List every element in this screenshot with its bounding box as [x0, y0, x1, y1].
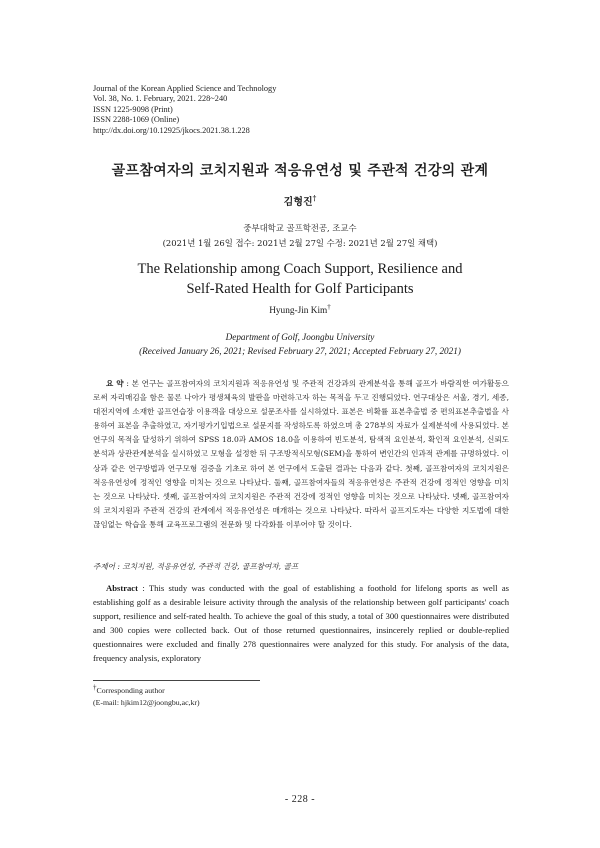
paper-title-english-line2: Self-Rated Health for Golf Participants: [186, 281, 414, 297]
dates-english: (Received January 26, 2021; Revised February 27, 2021; Accepted February 27, 2021): [139, 346, 461, 356]
footnote-mark: †: [93, 683, 97, 692]
keywords-korean: 주제어 : 코치지원, 적응유연성, 주관적 건강, 골프참여자, 골프: [93, 562, 299, 571]
author-korean-name: 김형진: [283, 197, 313, 208]
journal-issn-online: ISSN 2288-1069 (Online): [93, 115, 180, 125]
author-korean: [0, 193, 600, 208]
affiliation-english: Department of Golf, Joongbu University: [225, 332, 375, 342]
dates-korean: (2021년 1월 26일 접수: 2021년 2월 27일 수정: 2021년 2월 27일 채택): [162, 238, 438, 248]
author-english-name: Hyung-Jin Kim: [269, 306, 328, 316]
journal-issn-print: ISSN 1225-9098 (Print): [93, 104, 173, 114]
abstract-english-text: : This study was conducted with the goal of establishing a foothold for lifelong sports as well as establishing golf as a desirable leisure activity through the analysis of the relationship between golf participants' coach support, resilience and self-rated health. To achieve the goal of this study, a total of 300 questionnaires were distributed and 300 copies were collected back. Out of those returned questionnaires, insincerely replied or double-replied questionnaires were excluded and finally 278 questionnaires were analyzed for this study. For analysis of the data, frequency analysis, exploratory: [93, 583, 509, 664]
footnote-email: (E-mail: hjkim12@joongbu,ac,kr): [93, 698, 200, 707]
journal-doi-link[interactable]: http://dx.doi.org/10.12925/jkocs.2021.38.1.228: [93, 125, 250, 135]
affiliation-korean: 중부대학교 골프학전공, 조교수: [243, 223, 357, 233]
affiliation-korean-block: [0, 221, 600, 251]
footnote-divider: [93, 680, 260, 681]
page-number: - 228 -: [284, 794, 316, 805]
paper-title-english-line1: The Relationship among Coach Support, Resilience and: [137, 261, 463, 277]
journal-header: [93, 84, 276, 136]
corresponding-mark: †: [312, 193, 317, 203]
corresponding-mark-en: †: [327, 302, 331, 311]
abstract-english: [93, 581, 509, 666]
affiliation-english-block: [0, 330, 600, 358]
abstract-english-label: Abstract: [106, 583, 138, 593]
abstract-korean: [93, 377, 509, 532]
paper-title-korean: 골프참여자의 코치지원과 적응유연성 및 주관적 건강의 관계: [111, 163, 489, 179]
journal-volume: Vol. 38, No. 1. February, 2021. 228~240: [93, 94, 228, 104]
footnote: [93, 685, 200, 709]
footnote-corresponding-text: Corresponding author: [96, 686, 165, 695]
author-english: [0, 302, 600, 316]
footnote-corresponding: [93, 685, 200, 697]
journal-name: Journal of the Korean Applied Science and Technology: [93, 84, 277, 93]
abstract-korean-label: 요 약: [106, 379, 124, 388]
paper-title-english: [0, 259, 600, 299]
abstract-korean-text: : 본 연구는 골프참여자의 코치지원과 적응유연성 및 주관적 건강과의 관계분석을 통해 골프가 바람직한 여가활동으로써 자리매김을 함은 물론 나아가 평생체육의 발판을 마련하고자 하는 목적을 두고 진행되었다. 연구대상은 서울, 경기, 세종, 대전지역에 소재한 골프연습장 이용객을 대상으로 설문조사를 실시하였다. 표본은 비확률 표본추출법 중 편의표본추출법을 사용하여 표본을 추출하였고, 자기평가기입법으로 설문지를 작성하도록 하였으며 총 278부의 자료가 실제분석에 사용되었다. 본 연구의 목적을 달성하기 위하여 SPSS 18.0과 AMOS 18.0을 이용하여 빈도분석, 탐색적 요인분석, 확인적 요인분석, 신뢰도분석과 상관관계분석을 실시하였고 모형을 설정한 뒤 구조방적식모형(SEM)을 통하여 변인간의 인과적 관계를 규명하였다. 이상과 같은 연구방법과 연구모형 검증을 기초로 하여 본 연구에서 도출된 결과는 다음과 같다. 첫째, 골프참여자의 코치지원은 적응유연성에 정적인 영향을 미치는 것으로 나타났다. 둘째, 골프참여자들의 적응유연성은 주관적 건강에 정적인 영향을 미치는 것으로 나타났다. 셋째, 골프참여자의 코치지원은 주관적 건강에 정적인 영향을 미치는 것으로 나타났다. 넷째, 골프참여자의 코치지원과 주관적 건강의 관계에서 적응유연성은 매개하는 것으로 나타났다. 따라서 골프지도자는 다양한 지도법에 대한 끊임없는 학습을 통해 교육프로그램의 전문화 및 다각화를 이루어야 할 것이다.: [93, 379, 509, 529]
